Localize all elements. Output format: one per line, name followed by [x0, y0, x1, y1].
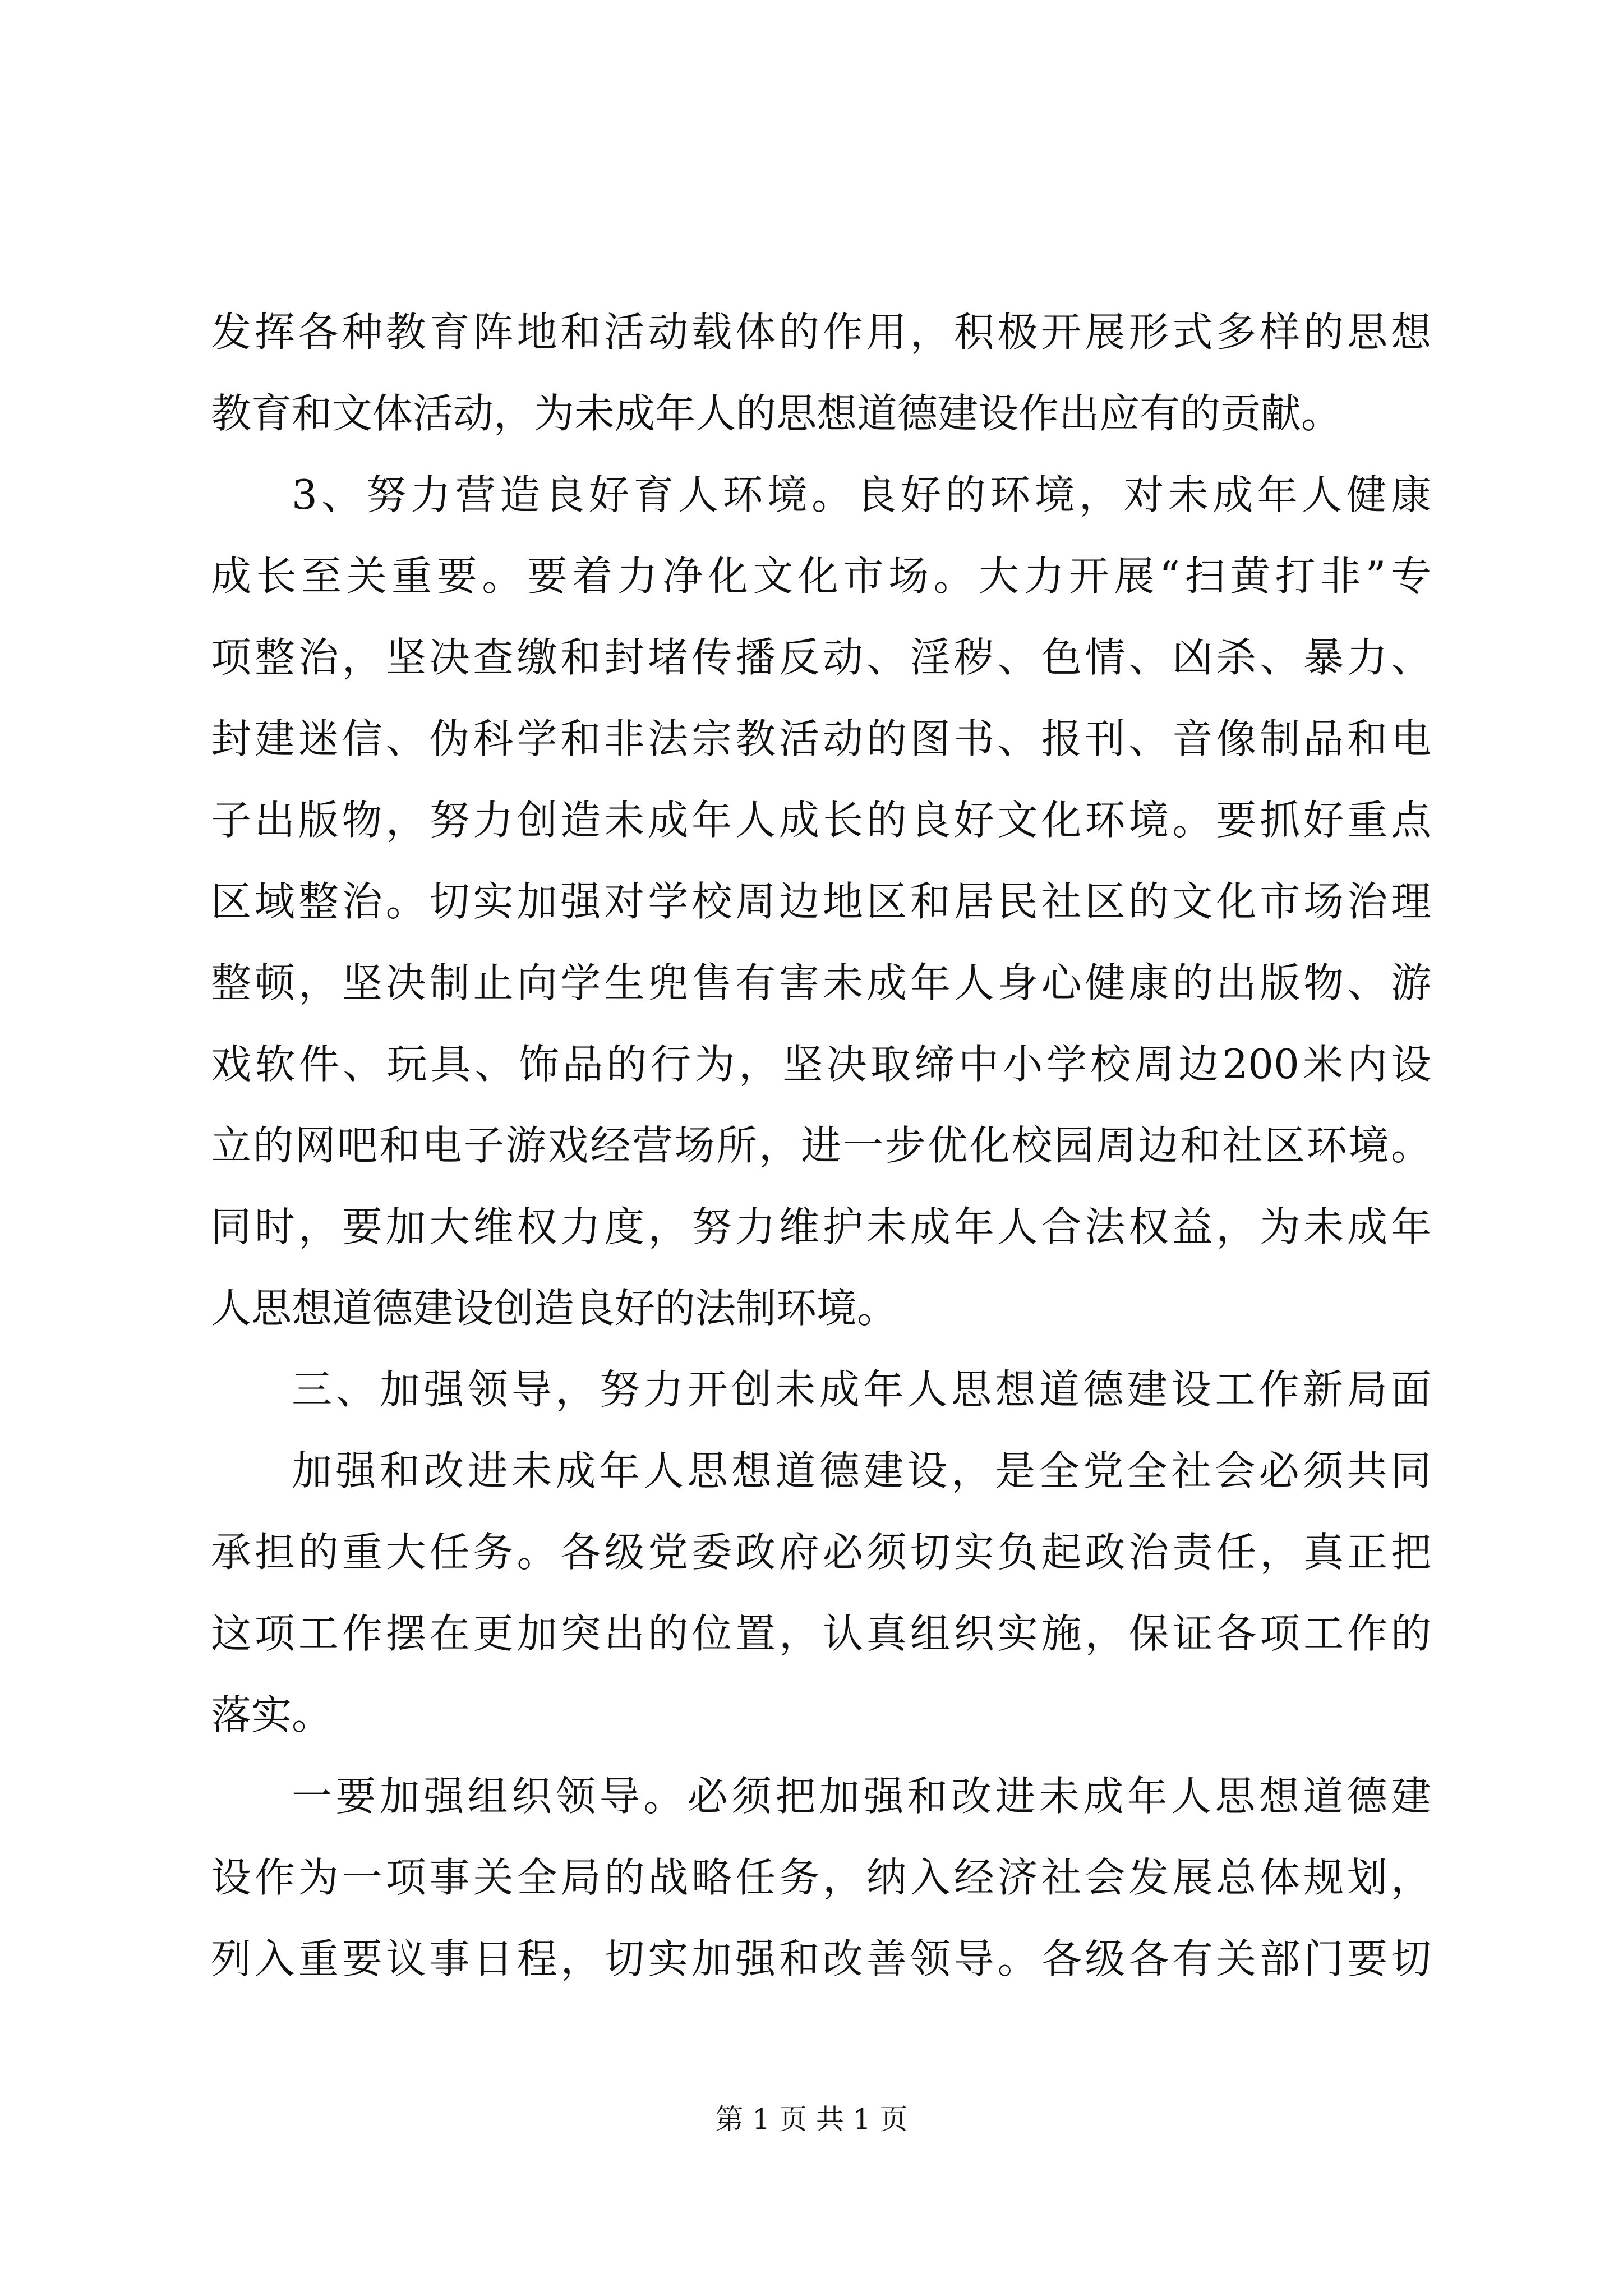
text-line: 成长至关重要。要着力净化文化市场。大力开展“扫黄打非”专 [211, 553, 1431, 600]
text-line: 同时，要加大维权力度，努力维护未成年人合法权益，为未成年 [211, 1203, 1431, 1250]
text-line: 戏软件、玩具、饰品的行为，坚决取缔中小学校周边200米内设 [211, 1041, 1431, 1088]
document-body [211, 292, 1431, 2000]
text-line: 立的网吧和电子游戏经营场所，进一步优化校园周边和社区环境。 [211, 1122, 1431, 1169]
text-line: 教育和文体活动，为未成年人的思想道德建设作出应有的贡献。 [211, 390, 1342, 437]
text-line: 设作为一项事关全局的战略任务，纳入经济社会发展总体规划， [211, 1854, 1431, 1901]
text-line: 发挥各种教育阵地和活动载体的作用，积极开展形式多样的思想 [211, 309, 1431, 356]
text-line: 封建迷信、伪科学和非法宗教活动的图书、报刊、音像制品和电 [211, 715, 1431, 762]
section-heading: 三、加强领导，努力开创未成年人思想道德建设工作新局面 [292, 1366, 1431, 1413]
text-line: 落实。 [211, 1691, 333, 1738]
text-line: 承担的重大任务。各级党委政府必须切实负起政治责任，真正把 [211, 1529, 1431, 1576]
page-number: 第 1 页 共 1 页 [715, 2103, 908, 2136]
text-line: 加强和改进未成年人思想道德建设，是全党全社会必须共同 [292, 1447, 1431, 1494]
text-line: 整顿，坚决制止向学生兜售有害未成年人身心健康的出版物、游 [211, 959, 1431, 1006]
page-footer [0, 2102, 1623, 2136]
text-line: 列入重要议事日程，切实加强和改善领导。各级各有关部门要切 [211, 1935, 1431, 1982]
text-line: 区域整治。切实加强对学校周边地区和居民社区的文化市场治理 [211, 878, 1431, 925]
text-line: 3、努力营造良好育人环境。良好的环境，对未成年人健康 [292, 471, 1431, 518]
text-line: 人思想道德建设创造良好的法制环境。 [211, 1285, 898, 1332]
text-line: 一要加强组织领导。必须把加强和改进未成年人思想道德建 [292, 1773, 1431, 1820]
text-line: 这项工作摆在更加突出的位置，认真组织实施，保证各项工作的 [211, 1610, 1431, 1657]
text-line: 项整治，坚决查缴和封堵传播反动、淫秽、色情、凶杀、暴力、 [211, 634, 1431, 681]
text-line: 子出版物，努力创造未成年人成长的良好文化环境。要抓好重点 [211, 797, 1431, 844]
